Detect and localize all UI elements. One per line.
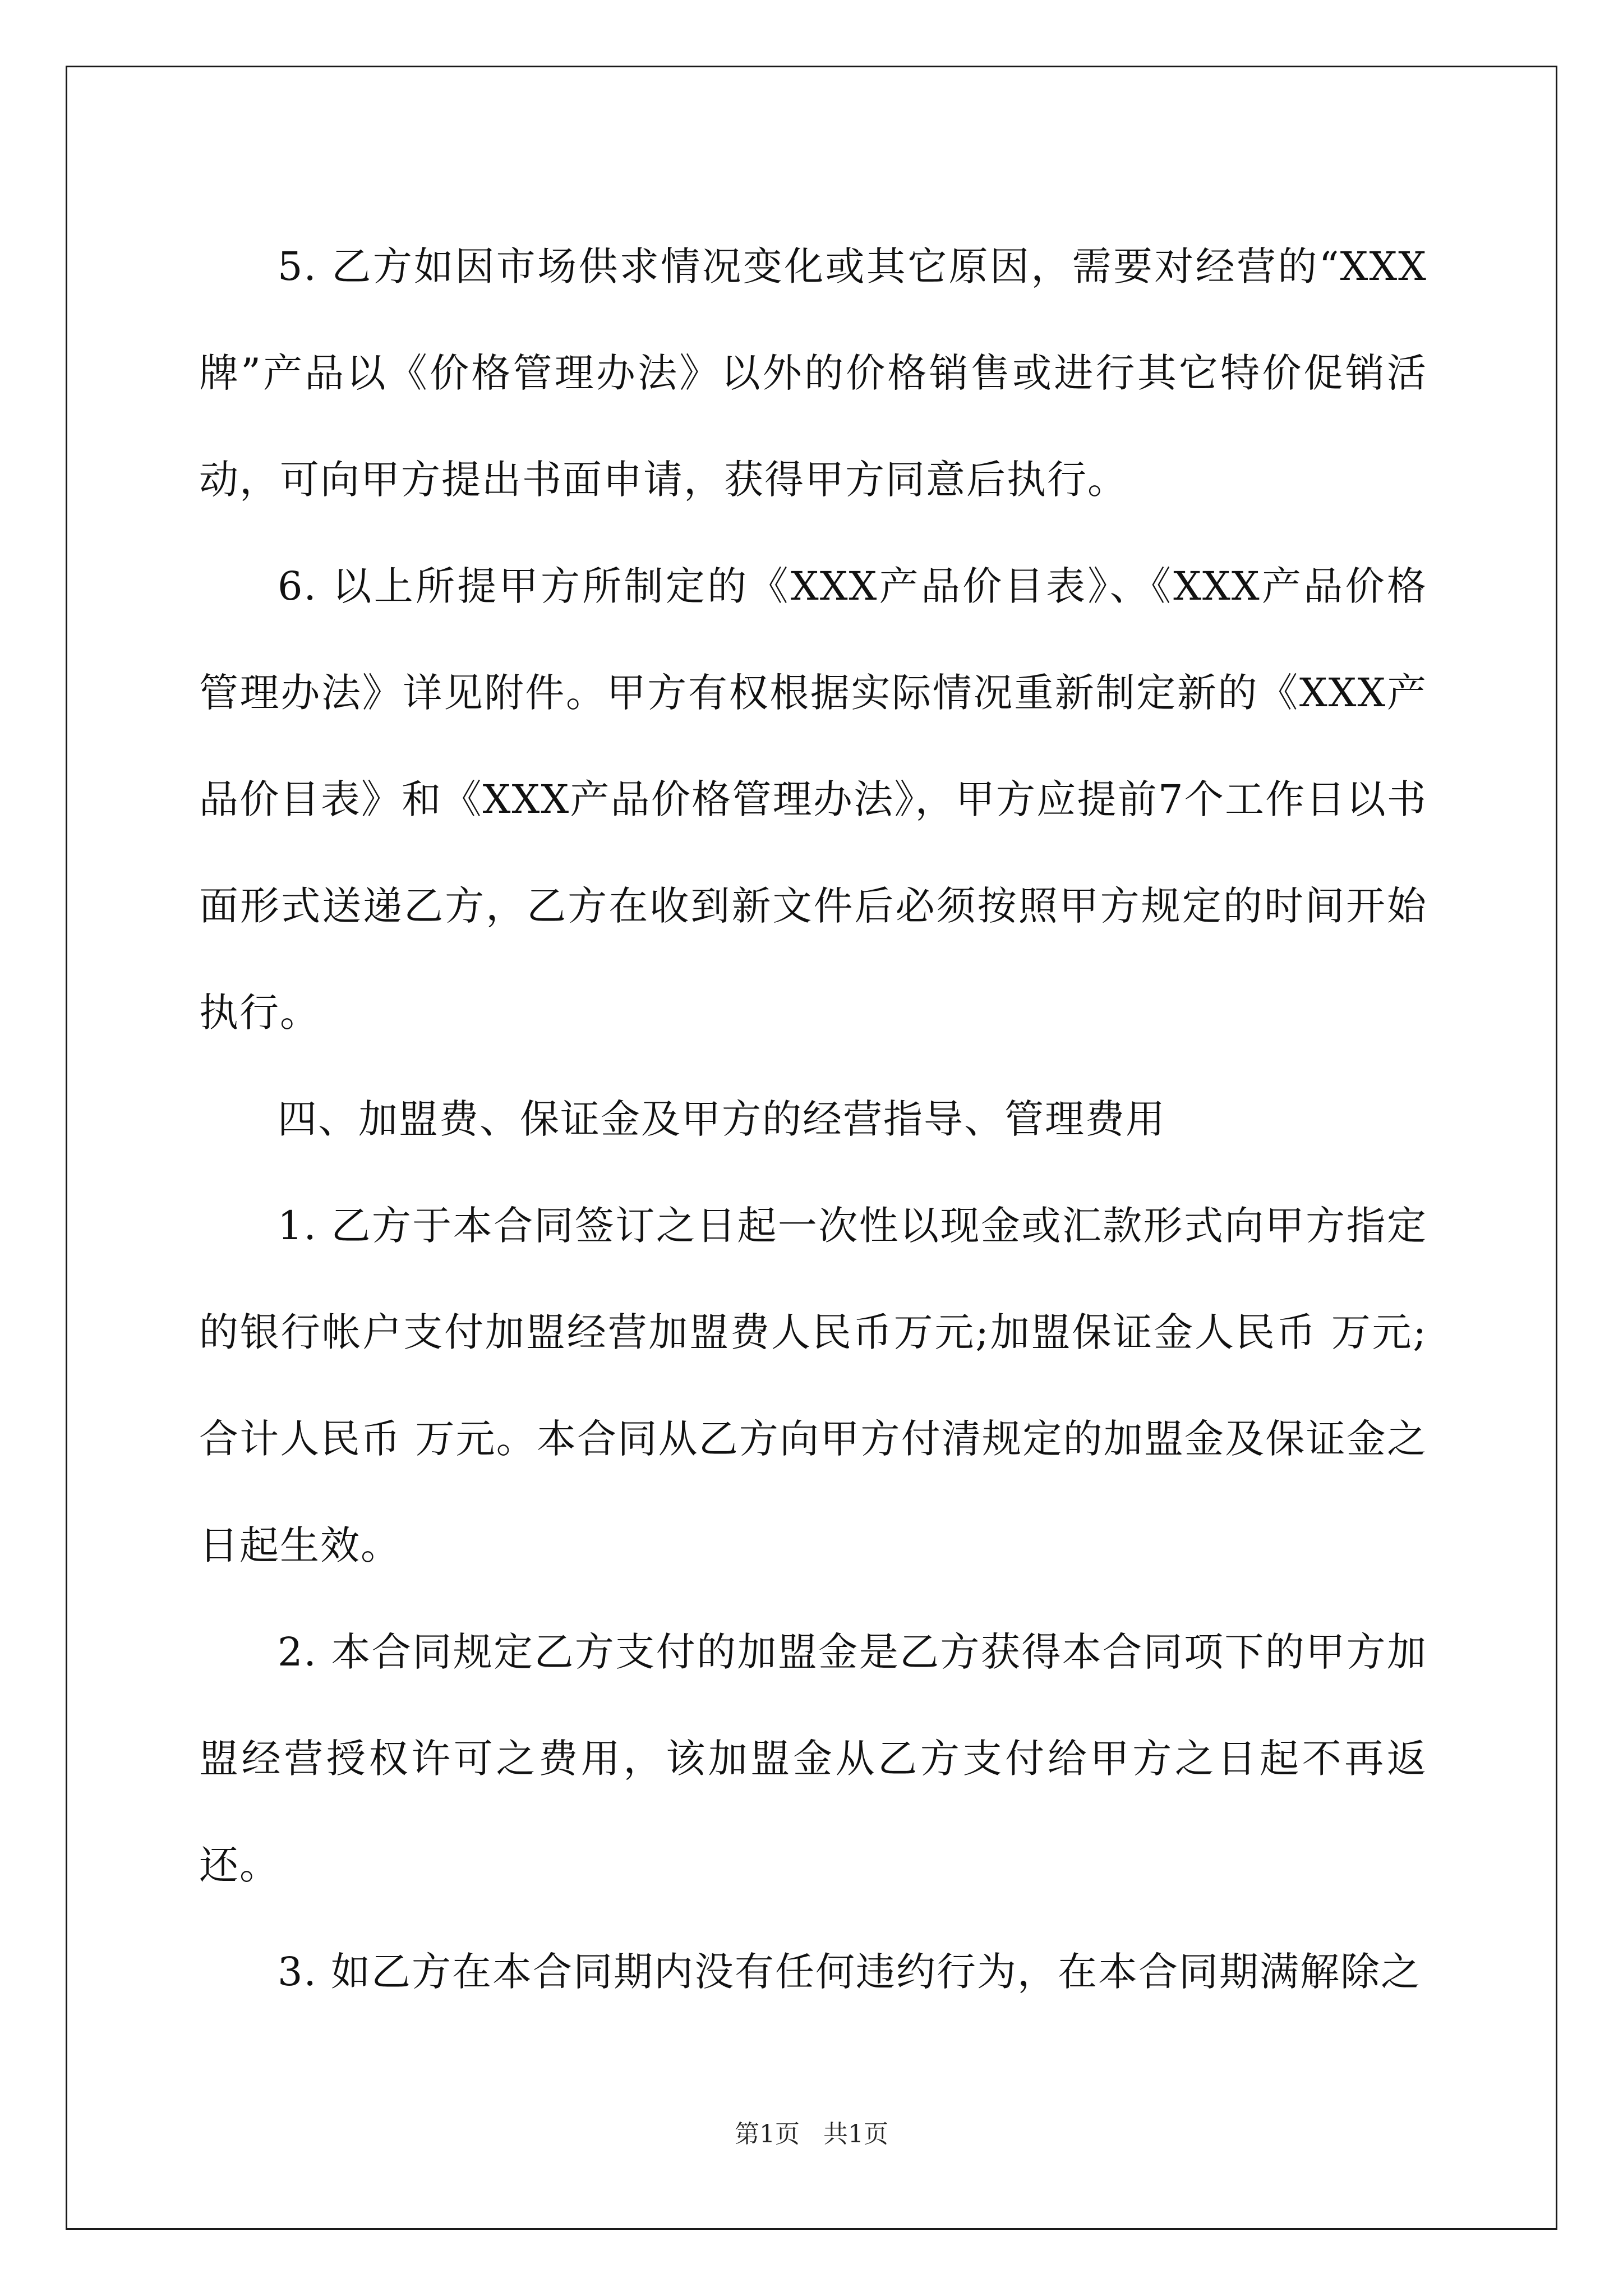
clause-5: 5. 乙方如因市场供求情况变化或其它原因，需要对经营的“XXX牌”产品以《价格管理办法》以外的价格销售或进行其它特价促销活动，可向甲方提出书面申请，获得甲方同意后执行。 <box>199 243 1427 503</box>
document-body <box>199 213 1427 2025</box>
clause-4-3: 3. 如乙方在本合同期内没有任何违约行为，在本合同期满解除之 <box>278 1949 1422 1995</box>
clause-4-1: 1. 乙方于本合同签订之日起一次性以现金或汇款形式向甲方指定的银行帐户支付加盟经营加盟费人民币万元;加盟保证金人民币 万元;合计人民币 万元。本合同从乙方向甲方付清规定的加盟金及保证金之日起生效。 <box>199 1203 1427 1568</box>
clause-4-2: 2. 本合同规定乙方支付的加盟金是乙方获得本合同项下的甲方加盟经营授权许可之费用，该加盟金从乙方支付给甲方之日起不再返还。 <box>199 1629 1427 1888</box>
section-heading-4: 四、加盟费、保证金及甲方的经营指导、管理费用 <box>278 1096 1166 1142</box>
clause-6: 6. 以上所提甲方所制定的《XXX产品价目表》、《XXX产品价格管理办法》详见附件。甲方有权根据实际情况重新制定新的《XXX产品价目表》和《XXX产品价格管理办法》，甲方应提前7个工作日以书面形式送递乙方，乙方在收到新文件后必须按照甲方规定的时间开始执行。 <box>199 563 1427 1036</box>
page-footer: 第1页 共1页 <box>735 2120 888 2148</box>
